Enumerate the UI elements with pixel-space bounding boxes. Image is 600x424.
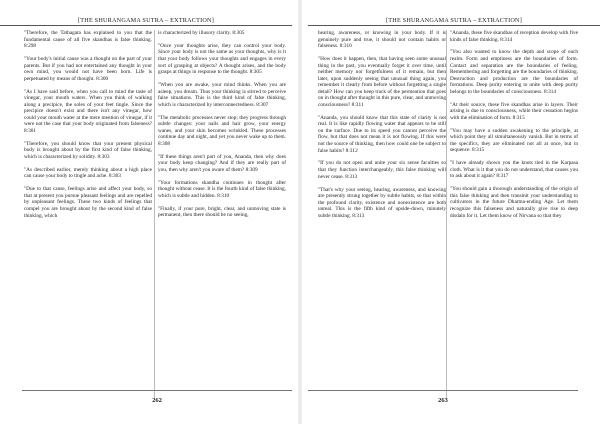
page-number: 262 bbox=[152, 396, 162, 404]
text-column-right bbox=[450, 30, 578, 225]
paragraph: "When you are awake, your mind thinks. When you are asleep, you dream. Thus your thinking is stirred to perceive false situations. This is the third kind of false thinking, which is characterized by interconnectedness. 8:307 bbox=[158, 82, 286, 108]
paragraph: "That's why your seeing, hearing, awareness, and knowing are presently strung together by subtle habits, so that within the profound clarity, existence and nonexistence are both unreal. This is the fifth kind of upside-down, minutely subtle thinking. 8:313 bbox=[318, 186, 446, 219]
running-header bbox=[0, 12, 292, 26]
paragraph: "Therefore, you should know that your present physical body is brought about by the first kind of false thinking, which is characterized by solidity. 8:303 bbox=[24, 140, 152, 160]
paragraph: "Therefore, the Tathagata has explained to you that the fundamental cause of all five skandhas is false thinking. 8:298 bbox=[24, 30, 152, 50]
paragraph: "As I have said before, when you call to mind the taste of vinegar, your mouth waters. When you think of walking along a precipice, the soles of your feet tingle. Since the precipice doesn't exist and there isn't any vinegar, how could your mouth water at the mere mention of vinegar, if it were not the case that your body originated from falseness? 8:301 bbox=[24, 88, 152, 134]
paragraph: "How does it happen, then, that having seen some unusual thing in the past, you eventually forget it over time, until neither memory nor forgetfulness of it remain, but then later, upon suddenly seeing that unusual thing again, you remember it clearly from before without forgetting a single detail? How can you keep track of the permeation that goes on in thought after thought in this pure, clear, and unmoving consciousness? 8:311 bbox=[318, 56, 446, 108]
paragraph: "You should gain a thorough understanding of the origin of this false thinking and then transmit your understanding to cultivators in the future Dharma-ending Age. Let them recognize this falseness and naturally give rise to deep disdain for it. Let them know of Nirvana so that they bbox=[450, 186, 578, 219]
text-column-right bbox=[158, 30, 286, 225]
text-column-left bbox=[318, 30, 446, 226]
paragraph: "You may have a sudden awakening to the principle, at which point they all simultaneously vanish. But in terms of the specifics, they are eliminated not all at once, but in sequence. 8:315 bbox=[450, 127, 578, 154]
paragraph: "I have already shown you the knots tied in the Karpasa cloth. What is it that you do not understand, that causes you to ask about it again? 8:317 bbox=[450, 160, 578, 180]
paragraph: "The metabolic processes never stop; they progress through subtle changes: your nails and hair grow, your energy wanes, and your skin becomes wrinkled. These processes continue day and night, and yet you never wake up to them. 8:308 bbox=[158, 114, 286, 147]
running-header bbox=[308, 12, 600, 26]
paragraph: "Once your thoughts arise, they can control your body. Since your body is not the same as your thoughts, why is it that your body follows your thoughts and engages in every sort of grasping at objects? A thought arises, and the body grasps at things in response to the thought. 8:305 bbox=[158, 42, 286, 76]
paragraph: "Your body's initial cause was a thought on the part of your parents. But if you had not entertained any thought in your own mind, you would not have been born. Life is perpetuated by means of thought. 8:300 bbox=[24, 56, 152, 82]
paragraph: "If you do not open and unite your six sense faculties so that they function interchangeably, this false thinking will never cease. 8:313 bbox=[318, 160, 446, 180]
paragraph: "Due to that cause, feelings arise and affect your body, so that at present you pursue pleasant feelings and are repelled by unpleasant feelings. These two kinds of feelings that compel you are brought about by the second kind of false thinking, which bbox=[24, 186, 152, 219]
page-footer bbox=[308, 390, 578, 409]
header-title: [THE SHURANGAMA SUTRA – EXTRACTION] bbox=[386, 17, 522, 24]
paragraph: "Finally, if your pure, bright, clear, and unmoving state is permanent, then there should be no seeing, bbox=[158, 205, 286, 219]
column-divider bbox=[154, 30, 155, 398]
paragraph: "You also wanted to know the depth and scope of each realm. Form and emptiness are the boundaries of form. Contact and separation are the boundaries of feeling. Remembering and forgetting are the boundaries of thinking. Destruction and production are the boundaries of formations. Deep purity entering to unite with deep purity belongs to the boundaries of consciousness. 8:314 bbox=[450, 49, 578, 95]
page-number: 263 bbox=[438, 396, 448, 404]
paragraph: "As described earlier, merely thinking about a high place can cause your body to tingle and ache. 8:303 bbox=[24, 166, 152, 180]
paragraph: "Ananda, these five skandhas of reception develop with five kinds of false thinking. 8:314 bbox=[450, 30, 578, 43]
paragraph: "Ananda, you should know that this state of clarity is not real. It is like rapidly flowing water that appears to be still on the surface. Due to its speed you cannot perceive the flow, but that does not mean it is not flowing. If this were not the source of thinking, then how could one be subject to false habits? 8:312 bbox=[318, 114, 446, 154]
paragraph: "Your formations skandha continues in thought after thought without cease. It is the fourth kind of false thinking, which is subtle and hidden. 8:310 bbox=[158, 179, 286, 199]
right-page bbox=[300, 0, 600, 424]
paragraph: is characterized by illusory clarity. 8:305 bbox=[158, 30, 245, 36]
text-column-left bbox=[24, 30, 152, 225]
header-title: [THE SHURANGAMA SUTRA – EXTRACTION] bbox=[78, 17, 214, 24]
paragraph: "At their source, these five skandhas arise in layers. Their arising is due to consciousness, while their cessation begins with the elimination of form. 8:315 bbox=[450, 101, 578, 121]
paragraph: hearing, awareness, or knowing in your body. If it is genuinely pure and true, it should not contain habits or falseness. 8:310 bbox=[318, 30, 446, 50]
page-footer bbox=[22, 390, 292, 409]
paragraph: "If these things aren't part of you, Ananda, then why does your body keep changing? And if they are really part of you, then why aren't you aware of them? 8:309 bbox=[158, 153, 286, 173]
column-divider bbox=[446, 30, 447, 398]
